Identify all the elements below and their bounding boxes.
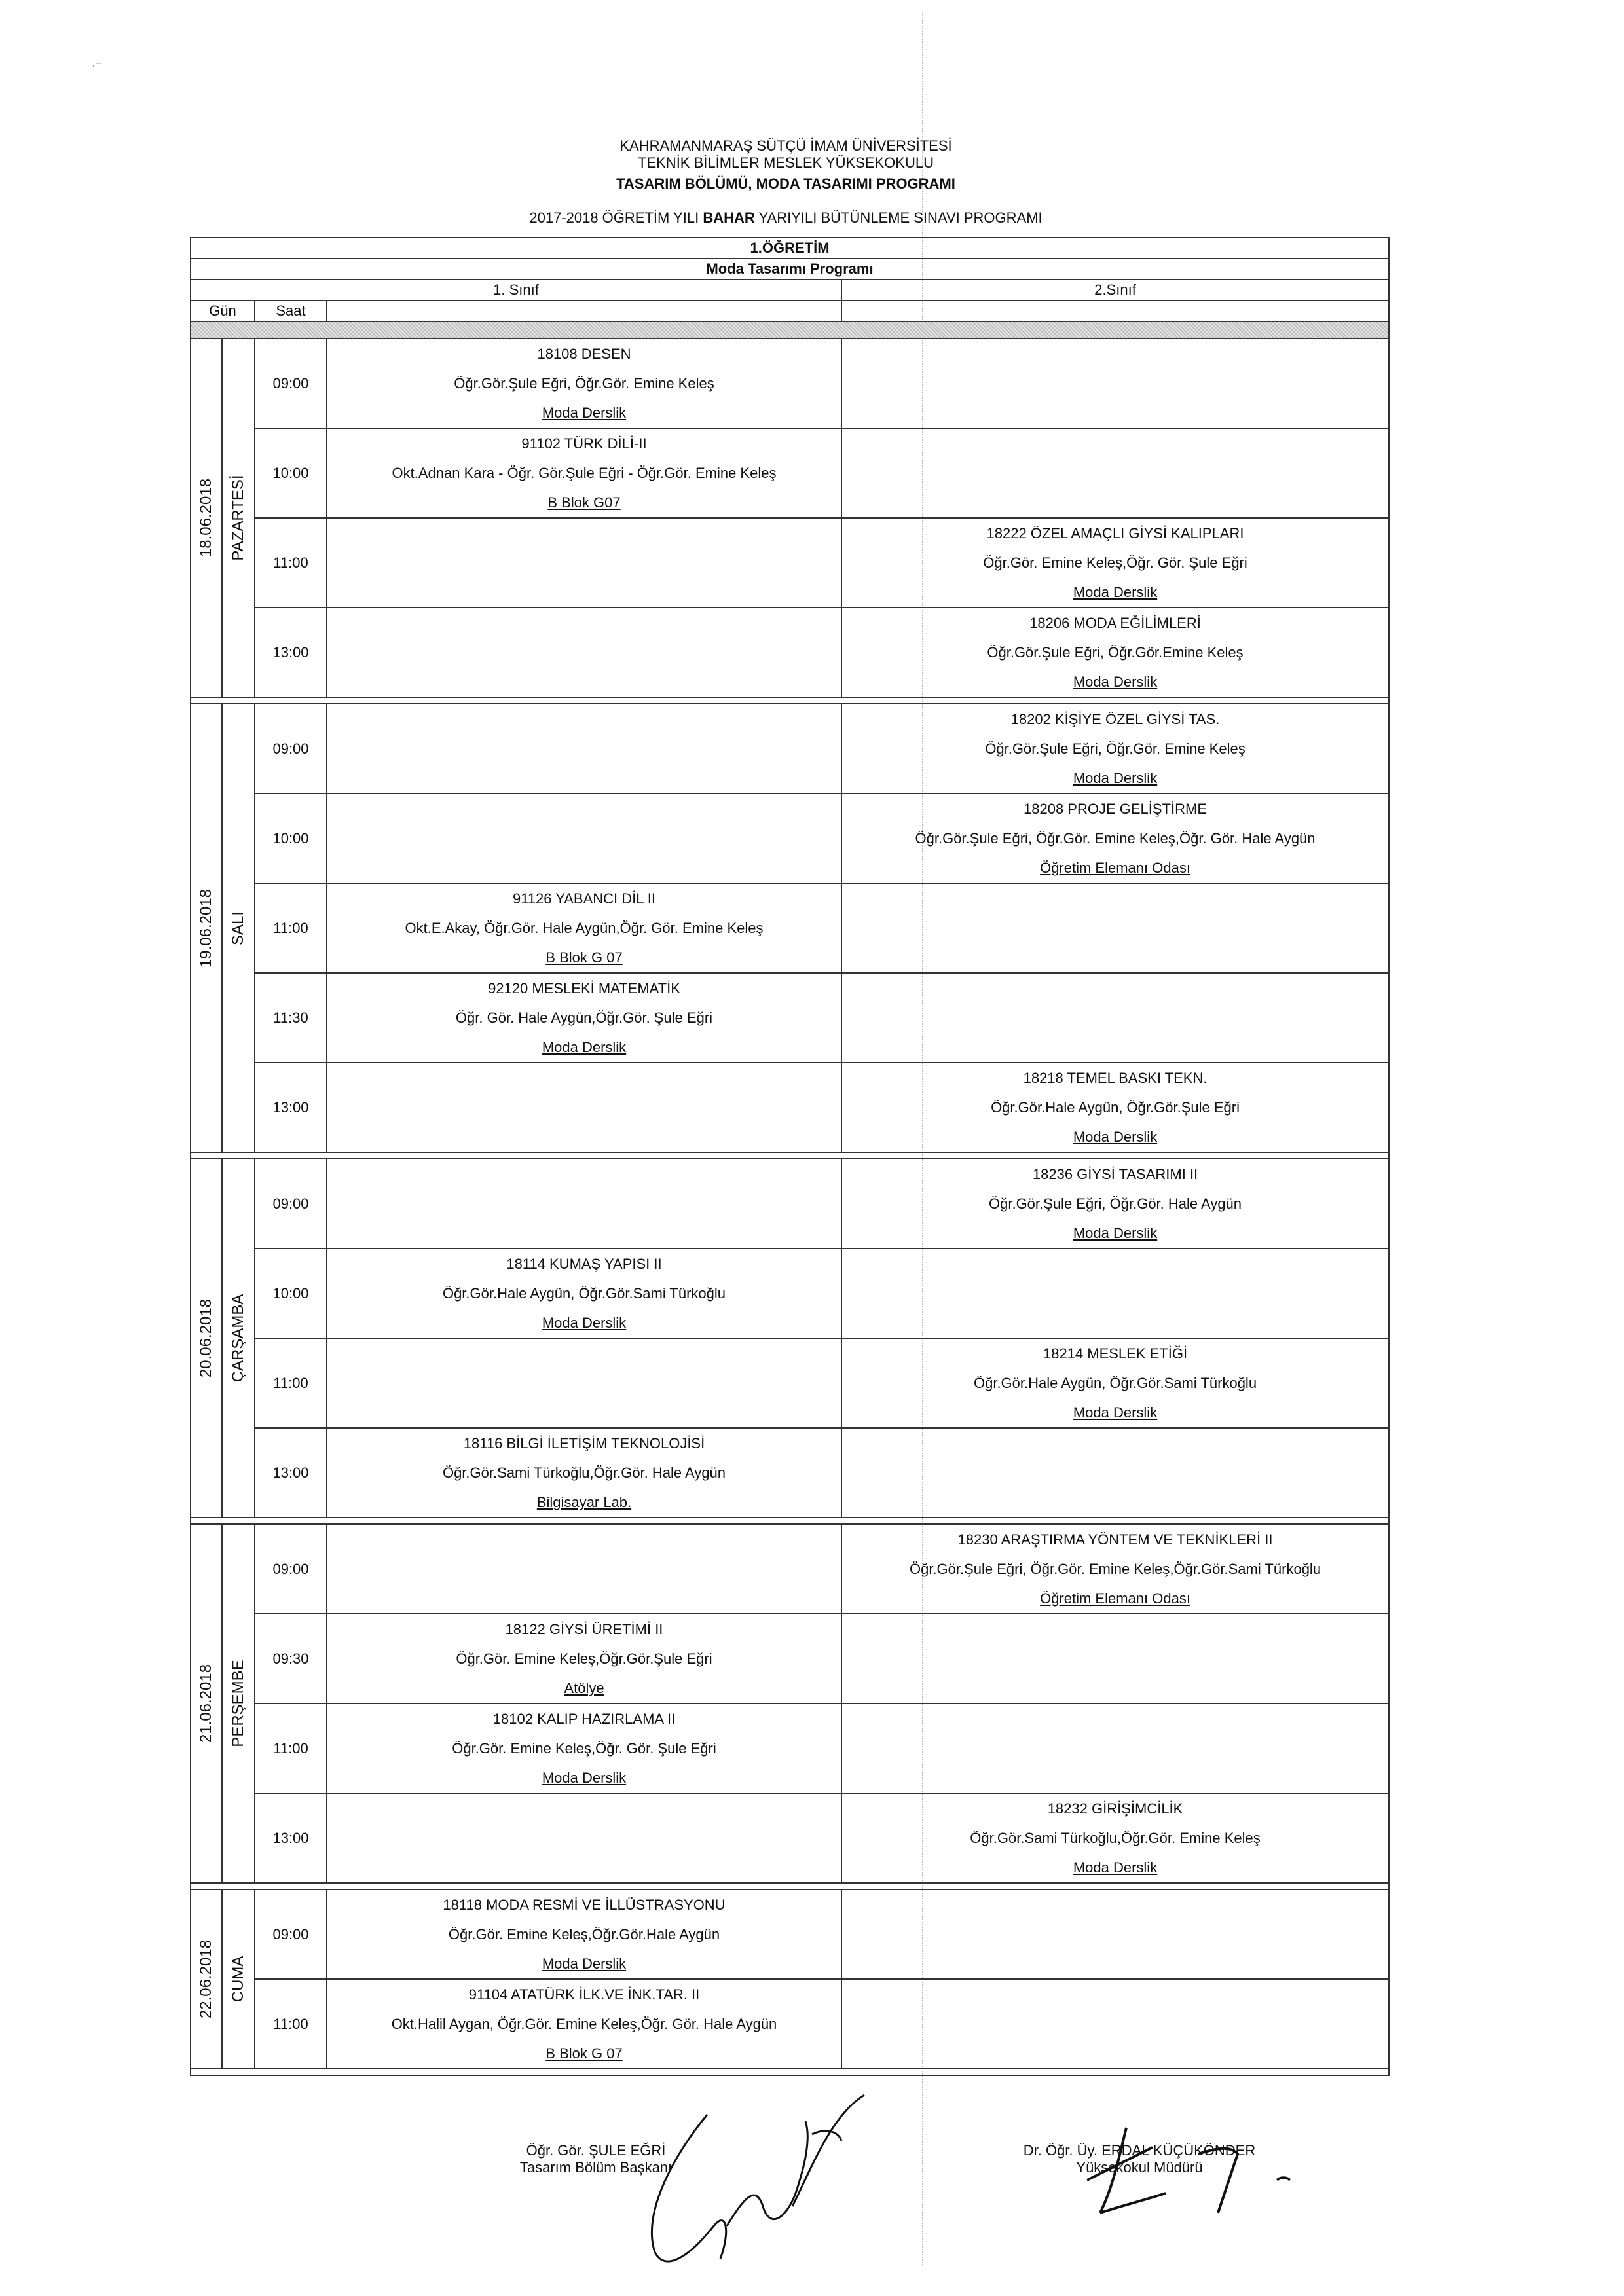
right-signatory-title: Yüksekokul Müdürü [1076, 2159, 1203, 2176]
class1-header: 1. Sınıf [191, 280, 841, 301]
exam-location: Moda Derslik [542, 1770, 627, 1786]
schedule-row [191, 1428, 1389, 1518]
day-date: 18.06.2018 [197, 478, 215, 558]
time-cell: 11:00 [255, 883, 327, 973]
class2-exam-cell [841, 1524, 1389, 1614]
time-cell: 09:30 [255, 1614, 327, 1704]
class1-exam-cell [327, 1614, 841, 1704]
day-name-cell [222, 1889, 255, 2069]
exam-entry [327, 1429, 841, 1517]
class2-exam-cell [841, 1614, 1389, 1704]
schedule-row [191, 428, 1389, 518]
class2-header: 2.Sınıf [841, 280, 1389, 301]
exam-staff: Öğr.Gör.Şule Eğri, Öğr.Gör. Emine Keleş [985, 740, 1246, 757]
exam-course: 91126 YABANCI DİL II [512, 890, 656, 907]
class1-exam-cell [327, 1704, 841, 1793]
exam-entry [327, 1980, 841, 2068]
day-name-cell [222, 1159, 255, 1518]
exam-location: Moda Derslik [1073, 1404, 1158, 1421]
exam-course: 18108 DESEN [537, 346, 631, 362]
exam-entry [842, 794, 1388, 883]
exam-course: 18222 ÖZEL AMAÇLI GİYSİ KALIPLARI [986, 525, 1244, 541]
schedule-row [191, 608, 1389, 697]
class1-exam-cell [327, 1979, 841, 2069]
exam-entry [327, 974, 841, 1062]
time-cell: 11:00 [255, 1338, 327, 1428]
exam-course: 91104 ATATÜRK İLK.VE İNK.TAR. II [468, 1986, 700, 2003]
exam-staff: Öğr.Gör. Emine Keleş,Öğr.Gör.Şule Eğri [456, 1650, 712, 1667]
exam-entry [327, 429, 841, 517]
day-name: CUMA [229, 1956, 247, 2003]
exam-staff: Okt.Adnan Kara - Öğr. Gör.Şule Eğri - Öğr.Gör. Emine Keleş [392, 465, 777, 481]
time-cell: 10:00 [255, 428, 327, 518]
exam-course: 91102 TÜRK DİLİ-II [521, 435, 647, 452]
time-cell: 13:00 [255, 608, 327, 697]
day-date: 19.06.2018 [197, 888, 215, 968]
class2-exam-cell [841, 1704, 1389, 1793]
day-date: 21.06.2018 [197, 1664, 215, 1743]
exam-location: Moda Derslik [1073, 584, 1158, 600]
exam-location: Moda Derslik [1073, 1129, 1158, 1145]
class2-exam-cell [841, 793, 1389, 883]
exam-course: 92120 MESLEKİ MATEMATİK [488, 980, 680, 996]
exam-course: 18116 BİLGİ İLETİŞİM TEKNOLOJİSİ [463, 1435, 705, 1451]
exam-location: Atölye [564, 1680, 604, 1696]
exam-staff: Öğr.Gör.Şule Eğri, Öğr.Gör. Emine Keleş [454, 375, 714, 392]
schedule-row [191, 1704, 1389, 1793]
schedule-row [191, 338, 1389, 428]
exam-course: 18230 ARAŞTIRMA YÖNTEM VE TEKNİKLERİ II [957, 1531, 1273, 1548]
time-cell: 09:00 [255, 1159, 327, 1248]
exam-entry [327, 1249, 841, 1338]
col-gun-header: Gün [191, 301, 255, 321]
exam-staff: Öğr.Gör.Hale Aygün, Öğr.Gör.Sami Türkoğlu [442, 1285, 726, 1302]
schedule-row [191, 1524, 1389, 1614]
col-saat-header: Saat [255, 301, 327, 321]
exam-entry [842, 1159, 1388, 1248]
exam-staff: Öğr.Gör. Emine Keleş,Öğr. Gör. Şule Eğri [983, 555, 1247, 571]
exam-location: B Blok G 07 [545, 2045, 623, 2062]
exam-location: Moda Derslik [1073, 674, 1158, 690]
exam-location: B Blok G 07 [545, 949, 623, 966]
class1-exam-cell [327, 1063, 841, 1152]
class2-exam-cell [841, 704, 1389, 793]
class2-exam-cell [841, 1063, 1389, 1152]
class2-exam-cell [841, 1979, 1389, 2069]
schedule-row [191, 1889, 1389, 1979]
day-date: 20.06.2018 [197, 1298, 215, 1378]
schedule-row [191, 1614, 1389, 1704]
exam-location: B Blok G07 [547, 494, 621, 511]
schedule-row [191, 1793, 1389, 1883]
class2-exam-cell [841, 338, 1389, 428]
time-cell: 09:00 [255, 1889, 327, 1979]
schedule-row [191, 1159, 1389, 1248]
time-cell: 13:00 [255, 1063, 327, 1152]
exam-location: Öğretim Elemanı Odası [1040, 860, 1190, 876]
exam-course: 18214 MESLEK ETİĞİ [1043, 1345, 1188, 1362]
day-date-cell [191, 704, 222, 1152]
school-name: TEKNİK BİLİMLER MESLEK YÜKSEKOKULU [638, 155, 934, 171]
day-name-cell [222, 1524, 255, 1883]
exam-staff: Öğr.Gör.Şule Eğri, Öğr.Gör. Emine Keleş,Öğr. Gör. Hale Aygün [915, 830, 1316, 847]
class1-exam-cell [327, 518, 841, 608]
time-cell: 13:00 [255, 1793, 327, 1883]
schedule-row [191, 1979, 1389, 2069]
class2-exam-cell [841, 1159, 1389, 1248]
program-row [191, 259, 1389, 280]
day-date-cell [191, 1524, 222, 1883]
exam-entry [842, 1339, 1388, 1427]
class2-exam-cell [841, 1793, 1389, 1883]
class1-exam-cell [327, 1889, 841, 1979]
time-cell: 11:00 [255, 518, 327, 608]
exam-entry [842, 519, 1388, 607]
exam-entry [842, 608, 1388, 697]
class2-exam-cell [841, 973, 1389, 1063]
time-cell: 11:00 [255, 1704, 327, 1793]
class2-exam-cell [841, 1338, 1389, 1428]
exam-staff: Okt.E.Akay, Öğr.Gör. Hale Aygün,Öğr. Gör. Emine Keleş [405, 920, 764, 936]
class1-exam-cell [327, 1338, 841, 1428]
exam-entry [327, 1890, 841, 1978]
schedule-row [191, 1248, 1389, 1338]
exam-location: Moda Derslik [542, 1315, 627, 1331]
left-signatory-name: Öğr. Gör. ŞULE EĞRİ [526, 2142, 666, 2159]
time-cell: 11:30 [255, 973, 327, 1063]
right-signatory-name: Dr. Öğr. Üy. ERDAL KÜÇÜKÖNDER [1023, 2142, 1256, 2159]
ogretim-label: 1.ÖĞRETİM [191, 238, 1389, 259]
exam-course: 18118 MODA RESMİ VE İLLÜSTRASYONU [443, 1897, 726, 1913]
day-name-cell [222, 704, 255, 1152]
class1-exam-cell [327, 704, 841, 793]
class1-exam-cell [327, 338, 841, 428]
time-cell: 10:00 [255, 793, 327, 883]
exam-staff: Öğr.Gör.Sami Türkoğlu,Öğr.Gör. Emine Keleş [970, 1830, 1261, 1846]
university-name: KAHRAMANMARAŞ SÜTÇÜ İMAM ÜNİVERSİTESİ [619, 137, 952, 154]
day-name: ÇARŞAMBA [229, 1294, 247, 1383]
exam-course: 18218 TEMEL BASKI TEKN. [1023, 1070, 1208, 1086]
time-cell: 09:00 [255, 338, 327, 428]
day-separator [191, 1518, 1389, 1524]
time-cell: 10:00 [255, 1248, 327, 1338]
shaded-separator-row [191, 321, 1389, 338]
class1-exam-cell [327, 1159, 841, 1248]
exam-entry [327, 339, 841, 428]
class2-exam-cell [841, 428, 1389, 518]
exam-course: 18102 KALIP HAZIRLAMA II [492, 1711, 676, 1727]
schedule-row [191, 704, 1389, 793]
class1-exam-cell [327, 1248, 841, 1338]
exam-course: 18236 GİYSİ TASARIMI II [1032, 1166, 1198, 1182]
exam-staff: Okt.Halil Aygan, Öğr.Gör. Emine Keleş,Öğr. Gör. Hale Aygün [391, 2016, 777, 2032]
exam-course: 18232 GİRİŞİMCİLİK [1047, 1800, 1183, 1817]
class1-exam-cell [327, 1524, 841, 1614]
exam-course: 18122 GİYSİ ÜRETİMİ II [505, 1621, 663, 1637]
class2-exam-cell [841, 1889, 1389, 1979]
class1-exam-cell [327, 883, 841, 973]
class1-exam-cell [327, 428, 841, 518]
class1-exam-cell [327, 1428, 841, 1518]
exam-staff: Öğr.Gör.Şule Eğri, Öğr.Gör.Emine Keleş [987, 644, 1244, 661]
semester-name: BAHAR [703, 210, 755, 226]
schedule-row [191, 1063, 1389, 1152]
left-handwritten-signature [616, 2062, 891, 2278]
exam-staff: Öğr.Gör.Sami Türkoğlu,Öğr.Gör. Hale Aygün [442, 1465, 726, 1481]
exam-staff: Öğr. Gör. Hale Aygün,Öğr.Gör. Şule Eğri [455, 1010, 713, 1026]
exam-entry [327, 1704, 841, 1793]
day-date-cell [191, 1159, 222, 1518]
exam-course: 18206 MODA EĞİLİMLERİ [1029, 615, 1201, 631]
ogretim-row [191, 238, 1389, 259]
exam-entry [842, 1063, 1388, 1152]
exam-schedule-table [190, 237, 1390, 2076]
exam-location: Moda Derslik [1073, 1225, 1158, 1241]
class1-exam-cell [327, 793, 841, 883]
schedule-row [191, 973, 1389, 1063]
exam-staff: Öğr.Gör.Hale Aygün, Öğr.Gör.Şule Eğri [991, 1099, 1240, 1116]
class2-exam-cell [841, 1248, 1389, 1338]
exam-entry [327, 884, 841, 972]
class1-exam-cell [327, 608, 841, 697]
exam-staff: Öğr.Gör.Hale Aygün, Öğr.Gör.Sami Türkoğlu [973, 1375, 1257, 1391]
day-name: PERŞEMBE [229, 1660, 247, 1747]
day-name: SALI [229, 911, 247, 945]
time-cell: 09:00 [255, 1524, 327, 1614]
exam-staff: Öğr.Gör. Emine Keleş,Öğr.Gör.Hale Aygün [448, 1926, 720, 1942]
right-handwritten-signature [1061, 2108, 1336, 2219]
day-separator [191, 1152, 1389, 1159]
exam-entry [327, 1614, 841, 1703]
program-label: Moda Tasarımı Programı [191, 259, 1389, 280]
exam-entry [842, 1525, 1388, 1613]
class1-exam-cell [327, 1793, 841, 1883]
day-date: 22.06.2018 [197, 1939, 215, 2019]
time-cell: 11:00 [255, 1979, 327, 2069]
class1-exam-cell [327, 973, 841, 1063]
left-signatory-title: Tasarım Bölüm Başkanı [519, 2159, 673, 2176]
exam-entry [842, 1794, 1388, 1882]
exam-location: Moda Derslik [542, 405, 627, 421]
day-separator [191, 697, 1389, 704]
exam-staff: Öğr.Gör. Emine Keleş,Öğr. Gör. Şule Eğri [452, 1740, 716, 1757]
exam-course: 18208 PROJE GELİŞTİRME [1024, 801, 1208, 817]
time-cell: 09:00 [255, 704, 327, 793]
exam-course: 18202 KİŞİYE ÖZEL GİYSİ TAS. [1010, 711, 1220, 727]
class2-exam-cell [841, 883, 1389, 973]
day-date-cell [191, 338, 222, 697]
scan-speck: ·⁻ [92, 59, 102, 72]
exam-location: Moda Derslik [1073, 1859, 1158, 1876]
day-name-cell [222, 338, 255, 697]
class2-exam-cell [841, 1428, 1389, 1518]
exam-location: Moda Derslik [1073, 770, 1158, 786]
class2-exam-cell [841, 608, 1389, 697]
schedule-row [191, 1338, 1389, 1428]
exam-location: Moda Derslik [542, 1956, 627, 1972]
exam-location: Öğretim Elemanı Odası [1040, 1590, 1190, 1607]
department-name: TASARIM BÖLÜMÜ, MODA TASARIMI PROGRAMI [616, 175, 955, 192]
exam-location: Moda Derslik [542, 1039, 627, 1055]
exam-entry [842, 704, 1388, 793]
column-header-row [191, 301, 1389, 321]
exam-location: Bilgisayar Lab. [536, 1494, 632, 1510]
exam-program-title: 2017-2018 ÖĞRETİM YILI BAHAR YARIYILI BÜTÜNLEME SINAVI PROGRAMI [529, 210, 1043, 226]
schedule-row [191, 883, 1389, 973]
class2-exam-cell [841, 518, 1389, 608]
exam-staff: Öğr.Gör.Şule Eğri, Öğr.Gör. Emine Keleş,Öğr.Gör.Sami Türkoğlu [909, 1561, 1321, 1577]
day-date-cell [191, 1889, 222, 2069]
exam-staff: Öğr.Gör.Şule Eğri, Öğr.Gör. Hale Aygün [989, 1195, 1242, 1212]
schedule-row [191, 793, 1389, 883]
class-header-row [191, 280, 1389, 301]
day-separator [191, 1883, 1389, 1889]
time-cell: 13:00 [255, 1428, 327, 1518]
exam-course: 18114 KUMAŞ YAPISI II [506, 1256, 662, 1272]
schedule-row [191, 518, 1389, 608]
day-name: PAZARTESİ [229, 475, 247, 561]
